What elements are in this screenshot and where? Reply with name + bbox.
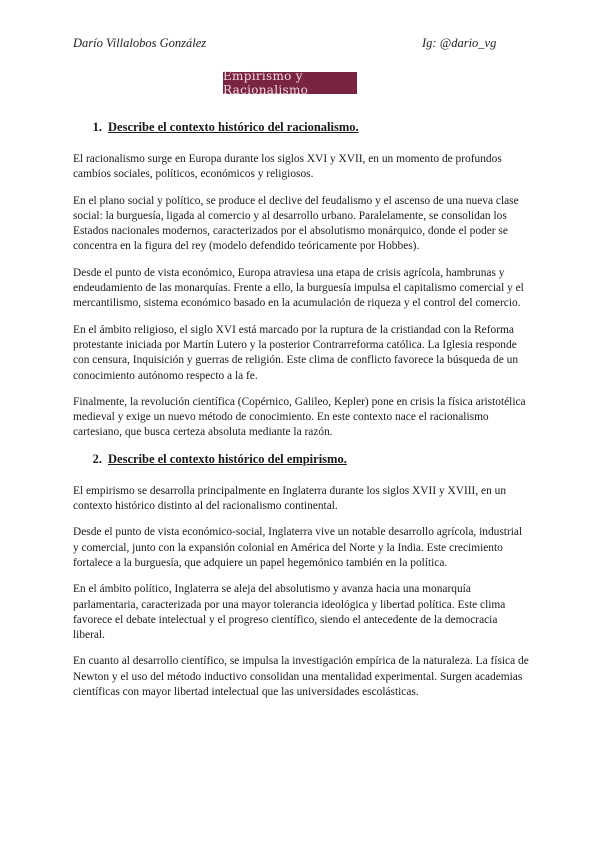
- section-heading: [73, 452, 529, 467]
- paragraph: El empirismo se desarrolla principalmente en Inglaterra durante los siglos XVII y XVIII, en un contexto histórico distinto al del racionalismo continental.: [73, 484, 507, 513]
- author-name: Darío Villalobos González: [73, 36, 207, 50]
- section-title: Describe el contexto histórico del empirismo.: [108, 451, 347, 466]
- section-number: 2.: [92, 451, 102, 466]
- paragraph: Desde el punto de vista económico-social, Inglaterra vive un notable desarrollo agrícola, industrial y comercial, junto con la expansión colonial en América del Norte y la India. Este crecimiento fortalece a la burguesía, que adquiere un papel hegemónico también en la política.: [73, 526, 523, 569]
- paragraph: El racionalismo surge en Europa durante los siglos XVI y XVII, en un momento de profundos cambios sociales, políticos, económicos y religiosos.: [73, 153, 502, 181]
- paragraph: Desde el punto de vista económico, Europa atraviesa una etapa de crisis agrícola, hambrunas y endeudamiento de las monarquías. Frente a ello, la burguesía impulsa el capitalismo comercial y el mercantilismo, sistema económico basado en la acumulación de riqueza y el control del comercio.: [73, 266, 524, 310]
- paragraph: Finalmente, la revolución científica (Copérnico, Galileo, Kepler) pone en crisis la física aristotélica medieval y exige un nuevo método de conocimiento. En este contexto nace el racionalismo cartesiano, que busca certeza absoluta mediante la razón.: [73, 395, 526, 439]
- paragraph: En el ámbito político, Inglaterra se aleja del absolutismo y avanza hacia una monarquía parlamentaria, caracterizada por una mayor tolerancia ideológica y libertad política. Este clima favorece el debate intelectual y el progreso científico, siendo el antecedente de la democracia liberal.: [73, 583, 506, 642]
- document-title: Empirismo y Racionalismo: [223, 72, 357, 94]
- document-body: [73, 120, 529, 711]
- section-empirismo: [73, 452, 529, 701]
- section-racionalismo: [73, 120, 529, 441]
- section-number: 1.: [92, 120, 102, 134]
- paragraph: En el ámbito religioso, el siglo XVI está marcado por la ruptura de la cristiandad con la Reforma protestante iniciada por Martín Lutero y la posterior Contrarreforma católica. La Iglesia responde con censura, Inquisición y guerras de religión. Este clima de conflicto favorece la búsqueda de un conocimiento autónomo respecto a la fe.: [73, 323, 519, 382]
- paragraph: En cuanto al desarrollo científico, se impulsa la investigación empírica de la naturaleza. La física de Newton y el uso del método inductivo consolidan una mentalidad experimental. Surgen academias científicas con mayor libertad intelectual que las universidades escolásticas.: [73, 655, 529, 699]
- social-handle: Ig: @dario_vg: [422, 36, 497, 50]
- paragraph: En el plano social y político, se produce el declive del feudalismo y el ascenso de una nueva clase social: la burguesía, ligada al comercio y al desarrollo urbano. Paralelamente, se consolidan los Estados nacionales modernos, caracterizados por el absolutismo monárquico, donde el poder se concentra en la figura del rey (modelo defendido teóricamente por Hobbes).: [73, 194, 519, 253]
- section-heading: [73, 120, 529, 135]
- section-title: Describe el contexto histórico del racionalismo.: [108, 120, 359, 134]
